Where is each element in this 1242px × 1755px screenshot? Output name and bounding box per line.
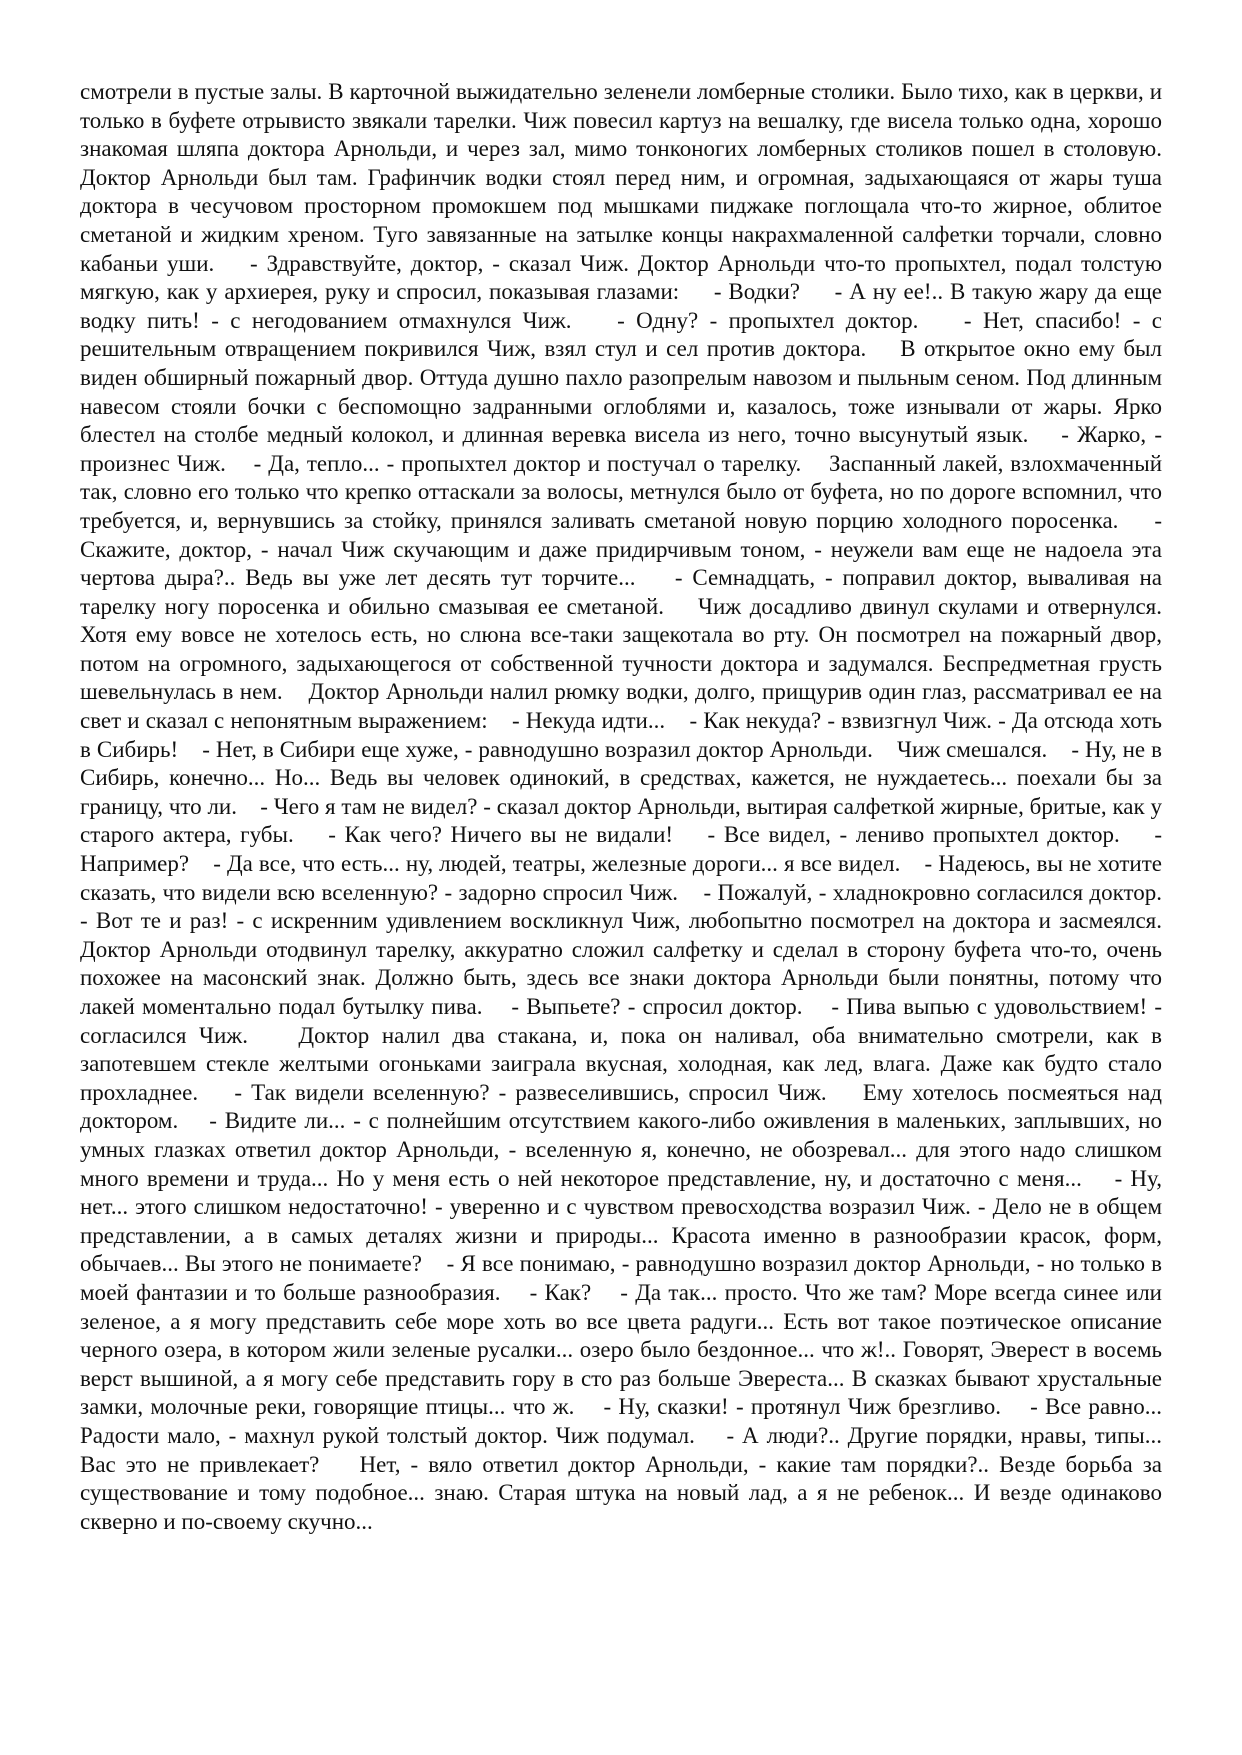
document-page <box>80 78 1191 1718</box>
body-paragraph: смотрели в пустые залы. В карточной выжидательно зеленели ломберные столики. Было тихо, как в церкви, и только в буфете отрывисто звякали тарелки. Чиж повесил картуз на вешалку, где висела только одна, хорошо знакомая шляпа доктора Арнольди, и через зал, мимо тонконогих ломберных столиков пошел в столовую. Доктор Арнольди был там. Графинчик водки стоял перед ним, и огромная, задыхающаяся от жары туша доктора в чесучовом просторном промокшем под мышками пиджаке поглощала что-то жирное, облитое сметаной и жидким хреном. Туго завязанные на затылке концы накрахмаленной салфетки торчали, словно кабаньи уши. - Здравствуйте, доктор, - сказал Чиж. Доктор Арнольди что-то пропыхтел, подал толстую мягкую, как у архиерея, руку и спросил, показывая глазами: - Водки? - А ну ее!.. В такую жару да еще водку пить! - с негодованием отмахнулся Чиж. - Одну? - пропыхтел доктор. - Нет, спасибо! - с решительным отвращением покривился Чиж, взял стул и сел против доктора. В открытое окно ему был виден обширный пожарный двор. Оттуда душно пахло разопрелым навозом и пыльным сеном. Под длинным навесом стояли бочки с беспомощно задранными оглоблями и, казалось, тоже изнывали от жары. Ярко блестел на столбе медный колокол, и длинная веревка висела из него, точно высунутый язык. - Жарко, - произнес Чиж. - Да, тепло... - пропыхтел доктор и постучал о тарелку. Заспанный лакей, взлохмаченный так, словно его только что крепко оттаскали за волосы, метнулся было от буфета, но по дороге вспомнил, что требуется, и, вернувшись за стойку, принялся заливать сметаной новую порцию холодного поросенка. - Скажите, доктор, - начал Чиж скучающим и даже придирчивым тоном, - неужели вам еще не надоела эта чертова дыра?.. Ведь вы уже лет десять тут торчите... - Семнадцать, - поправил доктор, вываливая на тарелку ногу поросенка и обильно смазывая ее сметаной. Чиж досадливо двинул скулами и отвернулся. Хотя ему вовсе не хотелось есть, но слюна все-таки защекотала во рту. Он посмотрел на пожарный двор, потом на огромного, задыхающегося от собственной тучности доктора и задумался. Беспредметная грусть шевельнулась в нем. Доктор Арнольди налил рюмку водки, долго, прищурив один глаз, рассматривал ее на свет и сказал с непонятным выражением: - Некуда идти... - Как некуда? - взвизгнул Чиж. - Да отсюда хоть в Сибирь! - Нет, в Сибири еще хуже, - равнодушно возразил доктор Арнольди. Чиж смешался. - Ну, не в Сибирь, конечно... Но... Ведь вы человек одинокий, в средствах, кажется, не нуждаетесь... поехали бы за границу, что ли. - Чего я там не видел? - сказал доктор Арнольди, вытирая салфеткой жирные, бритые, как у старого актера, губы. - Как чего? Ничего вы не видали! - Все видел, - лениво пропыхтел доктор. - Например? - Да все, что есть... ну, людей, театры, железные дороги... я все видел. - Надеюсь, вы не хотите сказать, что видели всю вселенную? - задорно спросил Чиж. - Пожалуй, - хладнокровно согласился доктор. - Вот те и раз! - с искренним удивлением воскликнул Чиж, любопытно посмотрел на доктора и засмеялся. Доктор Арнольди отодвинул тарелку, аккуратно сложил салфетку и сделал в сторону буфета что-то, очень похожее на масонский знак. Должно быть, здесь все знаки доктора Арнольди были понятны, потому что лакей моментально подал бутылку пива. - Выпьете? - спросил доктор. - Пива выпью с удовольствием! - согласился Чиж. Доктор налил два стакана, и, пока он наливал, оба внимательно смотрели, как в запотевшем стекле желтыми огоньками заиграла вкусная, холодная, как лед, влага. Даже как будто стало прохладнее. - Так видели вселенную? - развеселившись, спросил Чиж. Ему хотелось посмеяться над доктором. - Видите ли... - с полнейшим отсутствием какого-либо оживления в маленьких, заплывших, но умных глазках ответил доктор Арнольди, - вселенную я, конечно, не обозревал... для этого надо слишком много времени и труда... Но у меня есть о ней некоторое представление, ну, и достаточно с меня... - Ну, нет... этого слишком недостаточно! - уверенно и с чувством превосходства возразил Чиж. - Дело не в общем представлении, а в самых деталях жизни и природы... Красота именно в разнообразии красок, форм, обычаев... Вы этого не понимаете? - Я все понимаю, - равнодушно возразил доктор Арнольди, - но только в моей фантазии и то больше разнообразия. - Как? - Да так... просто. Что же там? Море всегда синее или зеленое, а я могу представить себе море хоть во все цвета радуги... Есть вот такое поэтическое описание черного озера, в котором жили зеленые русалки... озеро было бездонное... что ж!.. Говорят, Эверест в восемь верст вышиной, а я могу себе представить гору в сто раз больше Эвереста... В сказках бывают хрустальные замки, молочные реки, говорящие птицы... что ж. - Ну, сказки! - протянул Чиж брезгливо. - Все равно... Радости мало, - махнул рукой толстый доктор. Чиж подумал. - А люди?.. Другие порядки, нравы, типы... Вас это не привлекает? Нет, - вяло ответил доктор Арнольди, - какие там порядки?.. Везде борьба за существование и тому подобное... знаю. Старая штука на новый лад, а я не ребенок... И везде одинаково скверно и по-своему скучно... <box>80 79 1191 1534</box>
